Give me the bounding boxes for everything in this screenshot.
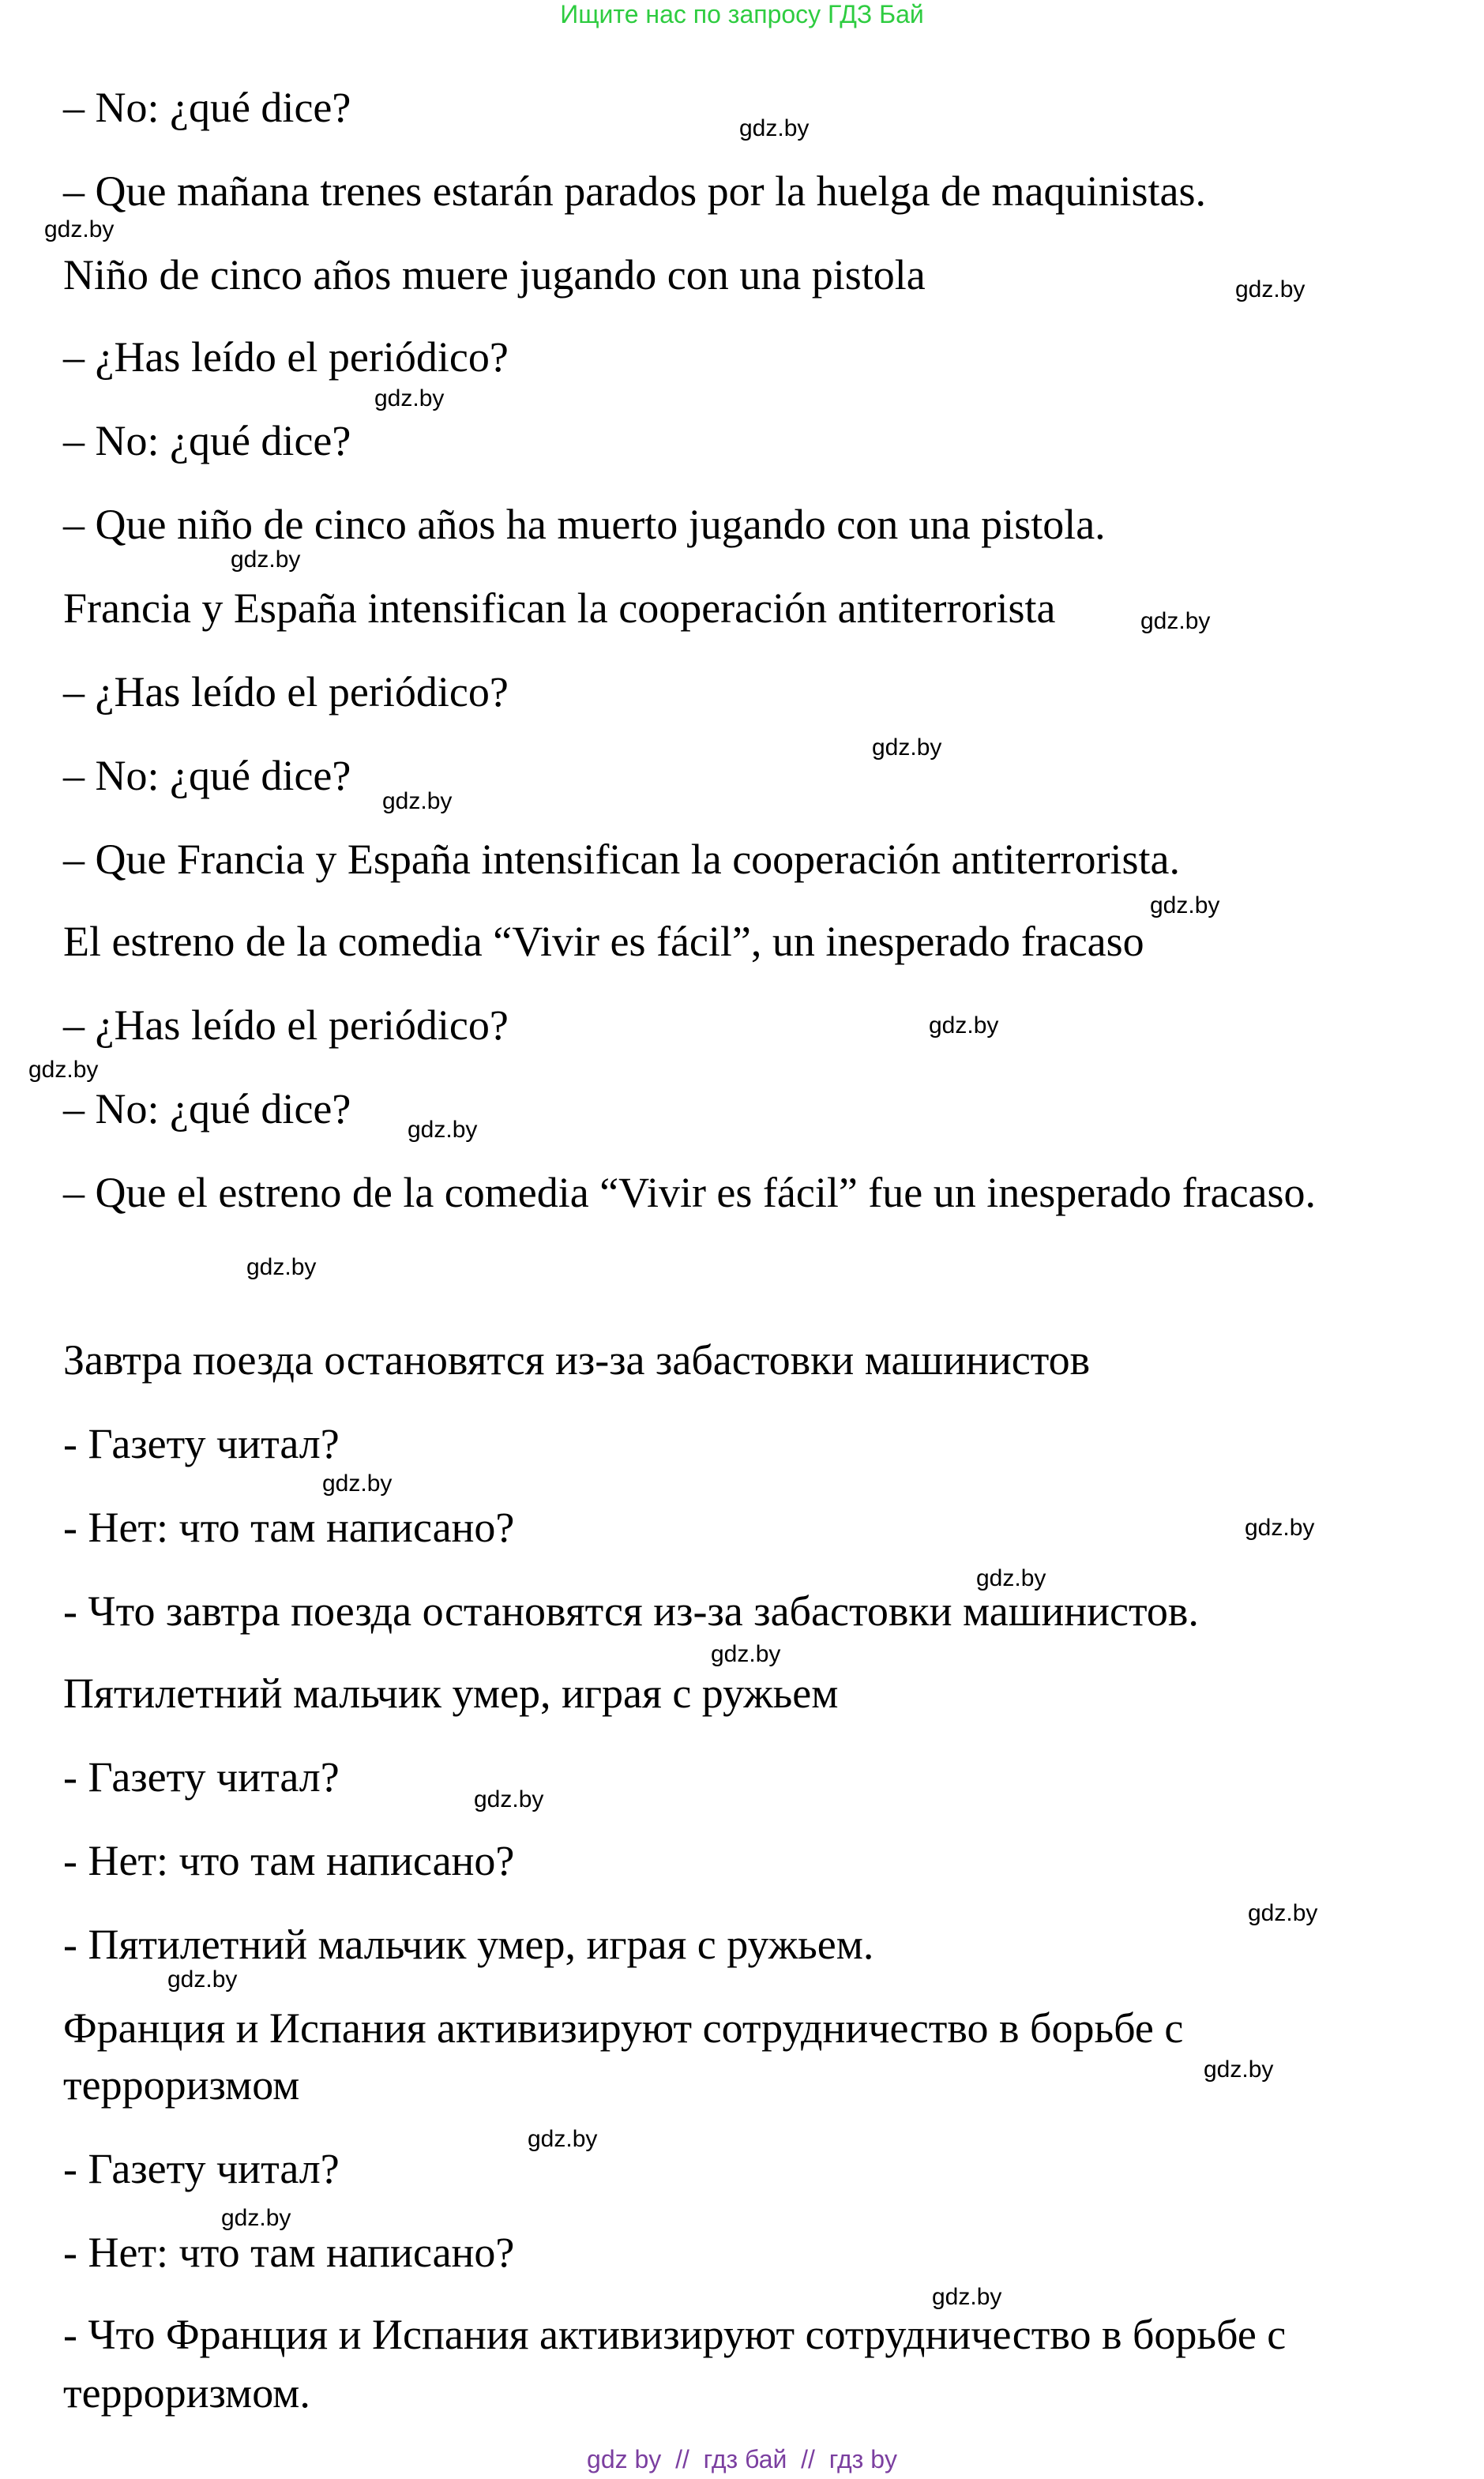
- text-line: - Газету читал?: [63, 2145, 340, 2192]
- watermark: gdz.by: [382, 788, 453, 814]
- text-line: терроризмом: [63, 2061, 300, 2109]
- text-line: - Нет: что там написано?: [63, 2229, 515, 2276]
- text-line: - Нет: что там написано?: [63, 1504, 515, 1551]
- text-line: Francia y España intensifican la cooperación antiterrorista: [63, 584, 1056, 632]
- watermark: gdz.by: [976, 1565, 1046, 1591]
- watermark: gdz.by: [44, 216, 115, 242]
- watermark: gdz.by: [872, 734, 942, 761]
- footer-banner: gdz by // гдз бай // гдз by: [587, 2445, 897, 2473]
- watermark: gdz.by: [1204, 2056, 1274, 2083]
- text-line: – No: ¿qué dice?: [63, 752, 351, 799]
- text-line: Франция и Испания активизируют сотрудничество в борьбе с: [63, 2004, 1184, 2052]
- text-line: – ¿Has leído el periódico?: [63, 668, 509, 716]
- watermark: gdz.by: [1140, 608, 1211, 634]
- text-line: – ¿Has leído el periódico?: [63, 333, 509, 381]
- watermark: gdz.by: [231, 547, 301, 573]
- text-line: – No: ¿qué dice?: [63, 84, 351, 131]
- watermark: gdz.by: [711, 1641, 781, 1667]
- text-line: - Газету читал?: [63, 1753, 340, 1801]
- text-line: El estreno de la comedia “Vivir es fácil”, un inesperado fracaso: [63, 918, 1144, 965]
- text-line: – Que mañana trenes estarán parados por la huelga de maquinistas.: [63, 167, 1206, 215]
- watermark: gdz.by: [1150, 892, 1220, 918]
- watermark: gdz.by: [474, 1786, 544, 1812]
- text-line: - Что Франция и Испания активизируют сотрудничество в борьбе с: [63, 2311, 1287, 2358]
- text-line: - Пятилетний мальчик умер, играя с ружьем.: [63, 1921, 874, 1968]
- text-line: – No: ¿qué dice?: [63, 417, 351, 464]
- text-line: - Что завтра поезда остановятся из-за забастовки машинистов.: [63, 1587, 1199, 1635]
- watermark: gdz.by: [1248, 1900, 1318, 1926]
- text-line: – No: ¿qué dice?: [63, 1085, 351, 1132]
- text-line: Завтра поезда остановятся из-за забастовки машинистов: [63, 1336, 1091, 1384]
- text-line: терроризмом.: [63, 2369, 310, 2417]
- watermark: gdz.by: [167, 1966, 238, 1993]
- text-line: – Que Francia y España intensifican la cooperación antiterrorista.: [63, 836, 1180, 883]
- text-line: Пятилетний мальчик умер, играя с ружьем: [63, 1670, 839, 1717]
- text-line: - Газету читал?: [63, 1420, 340, 1467]
- watermark: gdz.by: [1245, 1515, 1315, 1541]
- watermark: gdz.by: [739, 115, 810, 141]
- text-line: - Нет: что там написано?: [63, 1837, 515, 1884]
- text-line: Niño de cinco años muere jugando con una pistola: [63, 251, 926, 299]
- watermark: gdz.by: [932, 2284, 1002, 2310]
- watermark: gdz.by: [246, 1254, 317, 1280]
- text-line: – ¿Has leído el periódico?: [63, 1001, 509, 1049]
- watermark: gdz.by: [28, 1057, 99, 1083]
- text-line: – Que niño de cinco años ha muerto jugando con una pistola.: [63, 501, 1106, 548]
- header-banner: Ищите нас по запросу ГДЗ Бай: [560, 0, 924, 28]
- watermark: gdz.by: [322, 1470, 393, 1497]
- watermark: gdz.by: [221, 2205, 291, 2231]
- watermark: gdz.by: [374, 385, 445, 411]
- watermark: gdz.by: [528, 2126, 598, 2152]
- watermark: gdz.by: [929, 1012, 999, 1039]
- text-line: – Que el estreno de la comedia “Vivir es fácil” fue un inesperado fracaso.: [63, 1169, 1317, 1216]
- watermark: gdz.by: [1235, 276, 1306, 302]
- watermark: gdz.by: [408, 1117, 478, 1143]
